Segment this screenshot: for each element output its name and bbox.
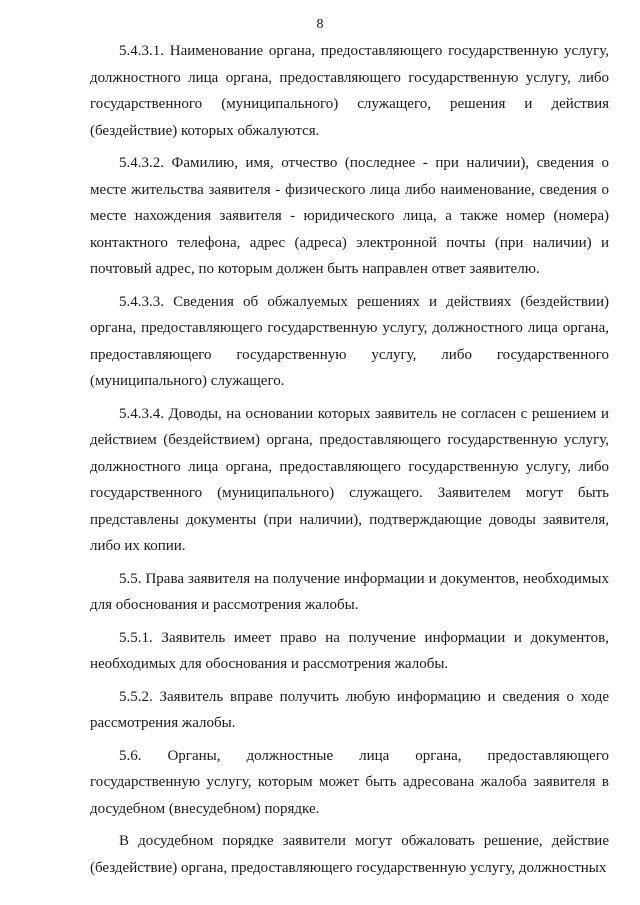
paragraph-5-5: 5.5. Права заявителя на получение информации и документов, необходимых для обоснования и рассмотрения жалобы. [90, 570, 609, 613]
paragraph-pretrial-appeal: В досудебном порядке заявители могут обжаловать решение, действие (бездействие) органа, предоставляющего государственную услугу, должностных [90, 833, 609, 876]
paragraph-5-5-2: 5.5.2. Заявитель вправе получить любую информацию и сведения о ходе рассмотрения жалобы. [90, 688, 609, 731]
paragraph-5-4-3-3: 5.4.3.3. Сведения об обжалуемых решениях и действиях (бездействии) органа, предоставляющего государственную услугу, должностного лица органа, предоставляющего государственную услугу, либо государственного (муниципального) служащего. [90, 293, 609, 389]
page-number: 8 [316, 17, 324, 32]
document-body [90, 38, 609, 887]
paragraph-5-4-3-4: 5.4.3.4. Доводы, на основании которых заявитель не согласен с решением и действием (бездействием) органа, предоставляющего государственную услугу, должностного лица органа, предоставляющего государственную услугу, либо государственного (муниципального) служащего. Заявителем могут быть представлены документы (при наличии), подтверждающие доводы заявителя, либо их копии. [90, 405, 609, 554]
paragraph-5-5-1: 5.5.1. Заявитель имеет право на получение информации и документов, необходимых для обоснования и рассмотрения жалобы. [90, 629, 609, 672]
paragraph-5-4-3-2: 5.4.3.2. Фамилию, имя, отчество (последнее - при наличии), сведения о месте жительства заявителя - физического лица либо наименование, сведения о месте нахождения заявителя - юридического лица, а также номер (номера) контактного телефона, адрес (адреса) электронной почты (при наличии) и почтовый адрес, по которым должен быть направлен ответ заявителю. [90, 155, 609, 277]
paragraph-5-6: 5.6. Органы, должностные лица органа, предоставляющего государственную услугу, которым может быть адресована жалоба заявителя в досудебном (внесудебном) порядке. [90, 747, 609, 817]
paragraph-5-4-3-1: 5.4.3.1. Наименование органа, предоставляющего государственную услугу, должностного лица органа, предоставляющего государственную услугу, либо государственного (муниципального) служащего, решения и действия (бездействие) которых обжалуются. [90, 43, 609, 139]
